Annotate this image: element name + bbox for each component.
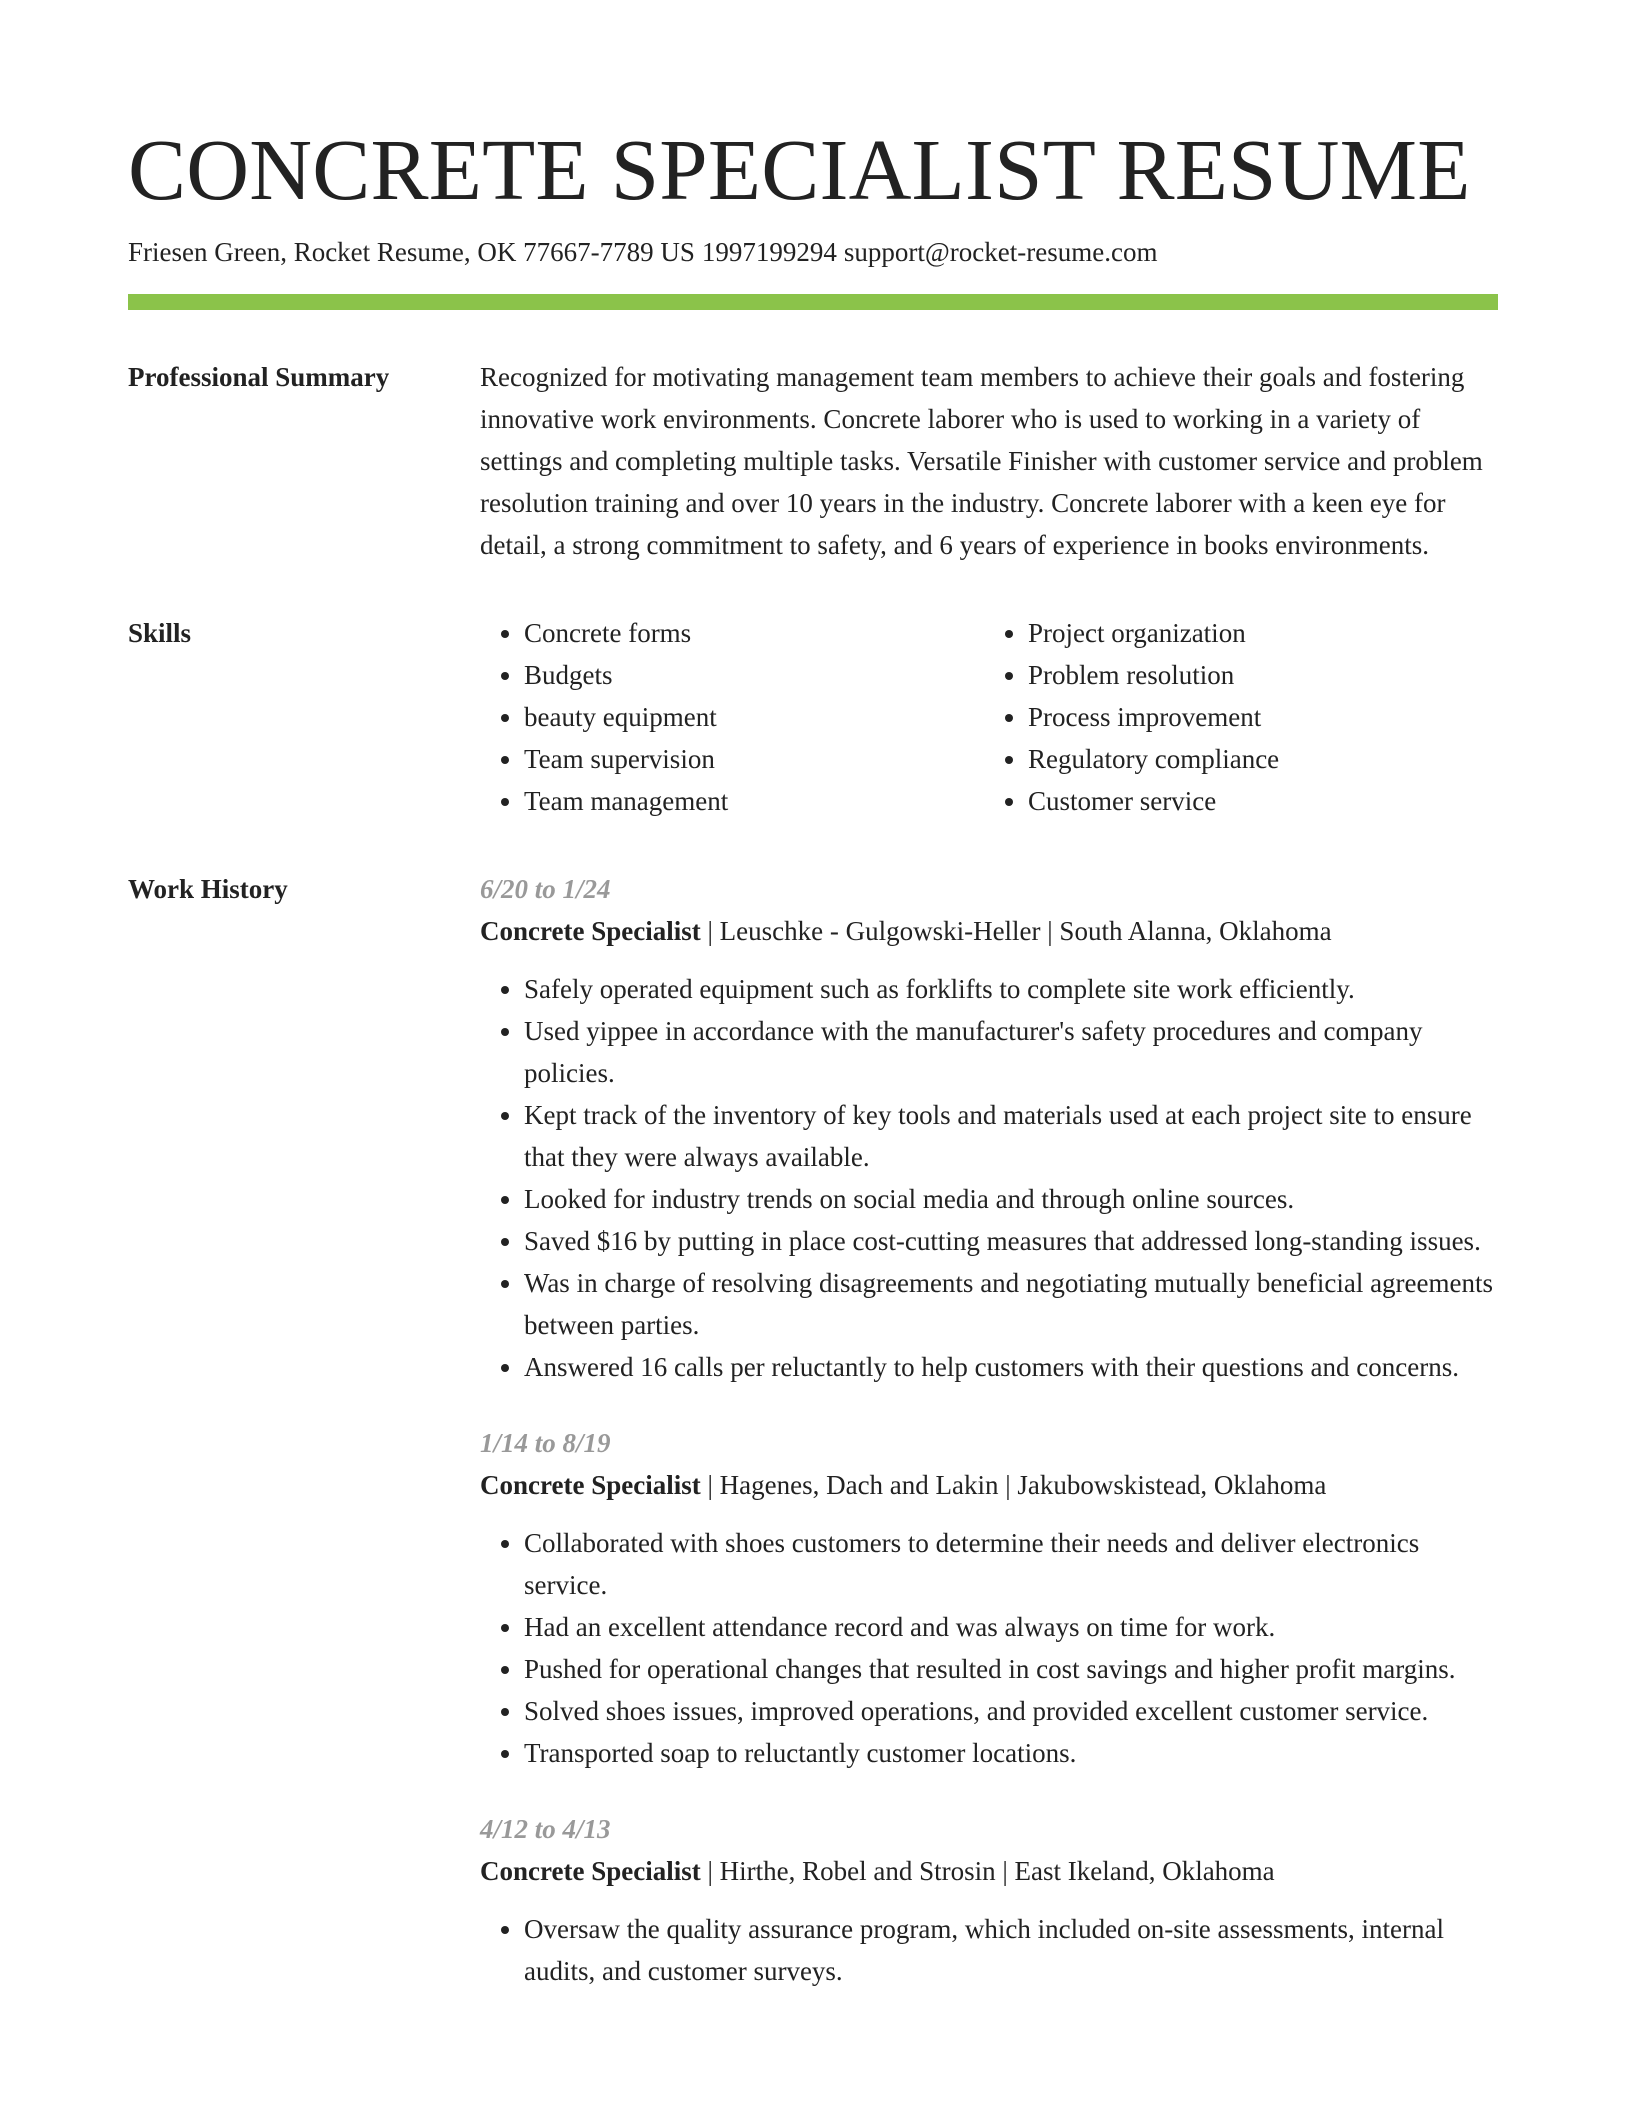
skill-item: • beauty equipment	[524, 696, 984, 738]
job-bullet: • Transported soap to reluctantly customer locations.	[524, 1732, 1498, 1774]
section-label-summary: Professional Summary	[128, 362, 390, 392]
job-dates: 6/20 to 1/24	[480, 874, 611, 904]
job-bullet: • Pushed for operational changes that resulted in cost savings and higher profit margins.	[524, 1648, 1498, 1690]
job-bullet: • Solved shoes issues, improved operations, and provided excellent customer service.	[524, 1690, 1498, 1732]
job-heading	[480, 1464, 1498, 1506]
section-label-skills: Skills	[128, 618, 192, 648]
job-bullet: • Answered 16 calls per reluctantly to help customers with their questions and concerns.	[524, 1346, 1498, 1388]
skill-item: • Problem resolution	[1028, 654, 1528, 696]
summary-text: Recognized for motivating management team members to achieve their goals and fostering innovative work environments. Concrete laborer who is used to working in a variety of settings and completing multiple tasks. Versatile Finisher with customer service and problem resolution training and over 10 years in the industry. Concrete laborer with a keen eye for detail, a strong commitment to safety, and 6 years of experience in books environments.	[480, 362, 1483, 560]
job-bullet: • Collaborated with shoes customers to determine their needs and deliver electronics service.	[524, 1522, 1498, 1606]
job-bullets	[480, 968, 1498, 1388]
contact-address: Friesen Green, Rocket Resume, OK 77667-7789 US	[128, 237, 695, 267]
work-history-body	[480, 868, 1498, 2026]
job-bullet: • Looked for industry trends on social media and through online sources.	[524, 1178, 1498, 1220]
summary-body	[480, 356, 1498, 566]
job-bullet: • Was in charge of resolving disagreements and negotiating mutually beneficial agreements between parties.	[524, 1262, 1498, 1346]
job-entry	[480, 1808, 1498, 1992]
skill-item: • Team supervision	[524, 738, 984, 780]
job-entry	[480, 868, 1498, 1388]
job-heading	[480, 910, 1498, 952]
job-bullet: • Had an excellent attendance record and was always on time for work.	[524, 1606, 1498, 1648]
job-title: Concrete Specialist	[480, 916, 701, 946]
skill-item: • Customer service	[1028, 780, 1528, 822]
section-label-work-history: Work History	[128, 874, 288, 904]
skills-list-right	[984, 612, 1528, 822]
skills-grid	[480, 612, 1528, 822]
job-bullets	[480, 1908, 1498, 1992]
job-title: Concrete Specialist	[480, 1856, 701, 1886]
resume-title: CONCRETE SPECIALIST RESUME	[128, 121, 1471, 218]
job-bullets	[480, 1522, 1498, 1774]
skill-item: • Process improvement	[1028, 696, 1528, 738]
job-details: | Leuschke - Gulgowski-Heller | South Alanna, Oklahoma	[700, 916, 1332, 946]
accent-divider	[128, 294, 1498, 310]
work-history-section	[128, 868, 1498, 2026]
skill-item: • Budgets	[524, 654, 984, 696]
job-details: | Hagenes, Dach and Lakin | Jakubowskistead, Oklahoma	[700, 1470, 1327, 1500]
summary-section	[128, 356, 1498, 566]
skills-section	[128, 612, 1498, 822]
contact-phone: 1997199294	[701, 237, 837, 267]
job-bullet: • Saved $16 by putting in place cost-cutting measures that addressed long-standing issues.	[524, 1220, 1498, 1262]
job-dates: 1/14 to 8/19	[480, 1428, 611, 1458]
job-bullet: • Safely operated equipment such as forklifts to complete site work efficiently.	[524, 968, 1498, 1010]
job-heading	[480, 1850, 1498, 1892]
job-dates: 4/12 to 4/13	[480, 1814, 611, 1844]
skill-item: • Regulatory compliance	[1028, 738, 1528, 780]
contact-line	[128, 234, 1498, 270]
job-bullet: • Used yippee in accordance with the manufacturer's safety procedures and company policies.	[524, 1010, 1498, 1094]
skills-body	[480, 612, 1528, 822]
skill-item: • Team management	[524, 780, 984, 822]
job-bullet: • Kept track of the inventory of key tools and materials used at each project site to ensure that they were always available.	[524, 1094, 1498, 1178]
job-entry	[480, 1422, 1498, 1774]
job-title: Concrete Specialist	[480, 1470, 701, 1500]
skill-item: • Project organization	[1028, 612, 1528, 654]
job-bullet: • Oversaw the quality assurance program, which included on-site assessments, internal audits, and customer surveys.	[524, 1908, 1498, 1992]
skills-list-left	[480, 612, 984, 822]
contact-email: support@rocket-resume.com	[843, 237, 1158, 267]
skill-item: • Concrete forms	[524, 612, 984, 654]
job-details: | Hirthe, Robel and Strosin | East Ikeland, Oklahoma	[700, 1856, 1275, 1886]
